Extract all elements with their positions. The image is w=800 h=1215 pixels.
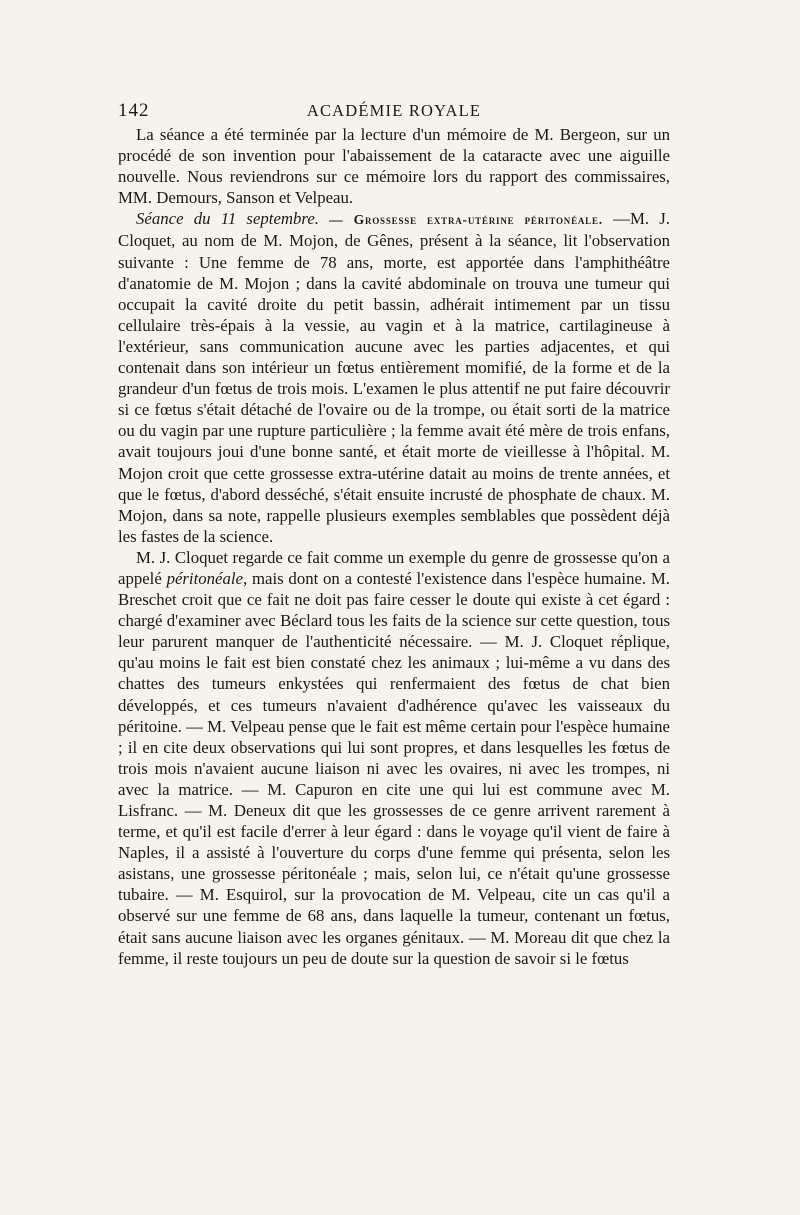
paragraph-text: —M. J. Cloquet, au nom de M. Mojon, de Gênes, présent à la séance, lit l'observation suivante : Une femme de 78 ans, morte, est apportée dans l'amphithéâtre d'anatomie de M. Mojon ; dans la cavité abdominale on trouva une tumeur qui occupait la cavité droite du petit bassin, adhérait intimement par un tissu cellulaire très-épais à la vessie, au vagin et à la matrice, cartilagineuse à l'extérieur, sans communication aucune avec les parties adjacentes, et qui contenait dans son intérieur un fœtus entièrement momifié, de la forme et de la grandeur d'un fœtus de trois mois. L'examen le plus attentif ne put faire découvrir si ce fœtus s'était détaché de l'ovaire ou de la trompe, ou était sorti de la matrice ou du vagin par une rupture particulière ; la femme avait été mère de trois enfans, avait toujours joui d'une bonne santé, et était morte de vieillesse à l'hôpital. M. Mojon croit que cette grossesse extra-utérine datait au moins de trente années, et que le fœtus, d'abord desséché, s'était ensuite incrusté de phosphate de chaux. M. Mojon, dans sa note, rappelle plusieurs exemples semblables que possèdent déjà les fastes de la science. xyxy=(118,209,670,546)
page-header xyxy=(118,100,670,124)
italic-term: péritonéale xyxy=(166,568,243,588)
page-number: 142 xyxy=(118,100,150,121)
session-date: Séance du 11 septembre. xyxy=(136,209,319,229)
section-heading: — Grossesse extra-utérine péritonéale. xyxy=(329,212,603,228)
paragraph-discussion xyxy=(118,547,670,969)
paragraph-text: La séance a été terminée par la lecture d'un mémoire de M. Bergeon, sur un procédé de son invention pour l'abaissement de la cataracte avec une aiguille nouvelle. Nous reviendrons sur ce mémoire lors du rapport des commissaires, MM. Demours, Sanson et Velpeau. xyxy=(118,125,670,208)
paragraph-cataract-memoir xyxy=(118,124,670,208)
paragraph-session-observation xyxy=(118,208,670,547)
paragraph-text-start: M. J. Cloquet regarde ce fait comme un exemple du genre de grossesse qu'on a appelé xyxy=(118,547,670,588)
running-title: ACADÉMIE ROYALE xyxy=(306,101,482,120)
paragraph-text-rest: , mais dont on a contesté l'existence dans l'espèce humaine. M. Breschet croit que ce fait ne doit pas faire cesser le doute qui existe à cet égard : chargé d'examiner avec Béclard tous les faits de la science sur cette question, tous leur parurent manquer de l'authenticité nécessaire. — M. J. Cloquet réplique, qu'au moins le fait est bien constaté chez les animaux ; lui-même a vu dans des chattes des tumeurs enkystées qui renfermaient des fœtus de chat bien développés, et ces tumeurs n'avaient d'adhérence qu'avec les vaisseaux du péritoine. — M. Velpeau pense que le fait est même certain pour l'espèce humaine ; il en cite deux observations qui lui sont propres, et dans lesquelles les fœtus de trois mois n'avaient aucune liaison ni avec les ovaires, ni avec les trompes, ni avec la matrice. — M. Capuron en cite une qui lui est commune avec M. Lisfranc. — M. Deneux dit que les grossesses de ce genre arrivent rarement à terme, et qu'il est facile d'errer à leur égard : dans le voyage qu'il vient de faire à Naples, il a assisté à l'ouverture du corps d'une femme qui présenta, selon les asistans, une grossesse péritonéale ; mais, selon lui, ce n'était qu'une grossesse tubaire. — M. Esquirol, sur la provocation de M. Velpeau, cite un cas qu'il a observé sur une femme de 68 ans, dans laquelle la tumeur, contenant un fœtus, était sans aucune liaison avec les organes génitaux. — M. Moreau dit que chez la femme, il reste toujours un peu de doute sur la question de savoir si le fœtus xyxy=(118,568,670,968)
main-text xyxy=(118,124,670,969)
